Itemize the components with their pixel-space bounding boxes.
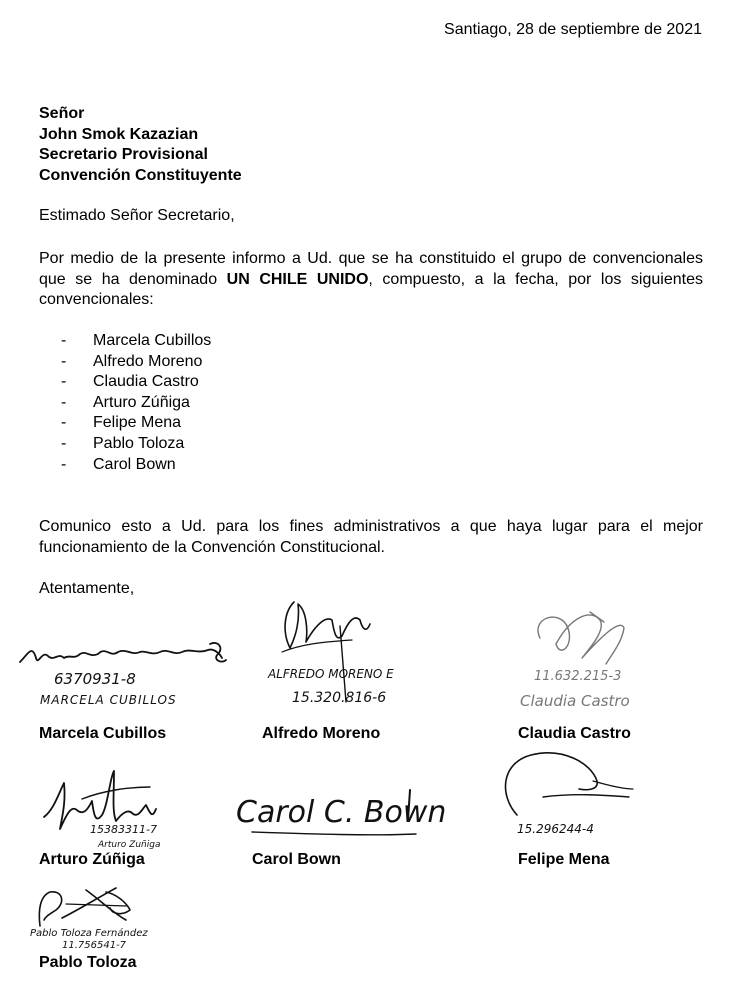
closing-phrase: Atentamente, — [39, 580, 135, 597]
addressee-title: Secretario Provisional — [39, 146, 208, 163]
signature-handwritten-name: Carol C. Bown — [236, 795, 447, 830]
intro-text-before: Por medio de la presente informo a Ud. que se ha constituido el grupo de convencionales que se ha denominado — [39, 250, 703, 288]
list-item — [61, 434, 211, 455]
signatory-name: Alfredo Moreno — [262, 725, 381, 742]
signature-alfredo-moreno — [262, 592, 442, 710]
signature-handwritten-id: 15.320.816-6 — [292, 690, 387, 706]
signature-arturo-zuniga — [38, 765, 198, 853]
signatory-name: Claudia Castro — [518, 725, 631, 742]
addressee-organization: Convención Constituyente — [39, 166, 242, 184]
list-item — [61, 413, 211, 434]
greeting: Estimado Señor Secretario, — [39, 207, 235, 224]
member-name: Carol Bown — [93, 455, 176, 473]
addressee-salutation: Señor — [39, 105, 85, 122]
signature-carol-bown — [232, 776, 447, 842]
list-marker: - — [61, 455, 67, 473]
member-name: Felipe Mena — [93, 414, 182, 432]
signature-handwritten-name: MARCELA CUBILLOS — [40, 693, 177, 707]
signatory-name: Arturo Zúñiga — [39, 851, 145, 868]
member-name: Marcela Cubillos — [93, 332, 212, 349]
signature-pablo-toloza — [26, 880, 206, 952]
member-name: Arturo Zúñiga — [93, 393, 190, 411]
members-list — [61, 331, 211, 475]
signature-handwritten-name: ALFREDO MORENO E — [268, 667, 394, 681]
intro-paragraph — [39, 249, 703, 311]
member-name: Alfredo Moreno — [93, 352, 203, 370]
signature-marcela-cubillos — [14, 632, 234, 712]
addressee-name: John Smok Kazazian — [39, 125, 199, 143]
signature-handwritten-id: 11.632.215-3 — [534, 669, 622, 684]
list-marker: - — [61, 332, 67, 349]
signatory-name: Felipe Mena — [518, 851, 610, 868]
signature-felipe-mena — [493, 745, 653, 841]
list-item — [61, 372, 211, 393]
closing-paragraph: Comunico esto a Ud. para los fines administrativos a que haya lugar para el mejor funcionamiento de la Convención Constitucional. — [39, 518, 703, 556]
signature-handwritten-name: Arturo Zuñiga — [98, 840, 161, 850]
list-marker: - — [61, 393, 67, 411]
signatory-name: Pablo Toloza — [39, 954, 137, 971]
signature-claudia-castro — [520, 598, 670, 714]
list-marker: - — [61, 414, 67, 432]
letter-date: Santiago, 28 de septiembre de 2021 — [444, 21, 702, 38]
list-marker: - — [61, 373, 67, 391]
group-name: UN CHILE UNIDO — [226, 270, 369, 288]
list-marker: - — [61, 434, 67, 452]
signatory-name: Carol Bown — [252, 851, 341, 868]
member-name: Pablo Toloza — [93, 434, 185, 452]
signature-handwritten-id: 11.756541-7 — [62, 940, 127, 951]
list-item — [61, 393, 211, 414]
list-item — [61, 331, 211, 352]
signature-handwritten-name: Pablo Toloza Fernández — [30, 928, 148, 939]
signatory-name: Marcela Cubillos — [39, 725, 167, 742]
list-marker: - — [61, 352, 67, 370]
list-item — [61, 352, 211, 373]
list-item — [61, 455, 211, 476]
signature-handwritten-id: 6370931-8 — [54, 670, 136, 688]
signature-handwritten-name: Claudia Castro — [520, 692, 630, 710]
signature-handwritten-id: 15383311-7 — [90, 823, 157, 836]
addressee-block — [39, 104, 242, 186]
intro-text-after: , compuesto, a la fecha, por los siguientes convencionales: — [39, 270, 703, 308]
member-name: Claudia Castro — [93, 373, 199, 391]
signature-handwritten-id: 15.296244-4 — [517, 822, 594, 836]
